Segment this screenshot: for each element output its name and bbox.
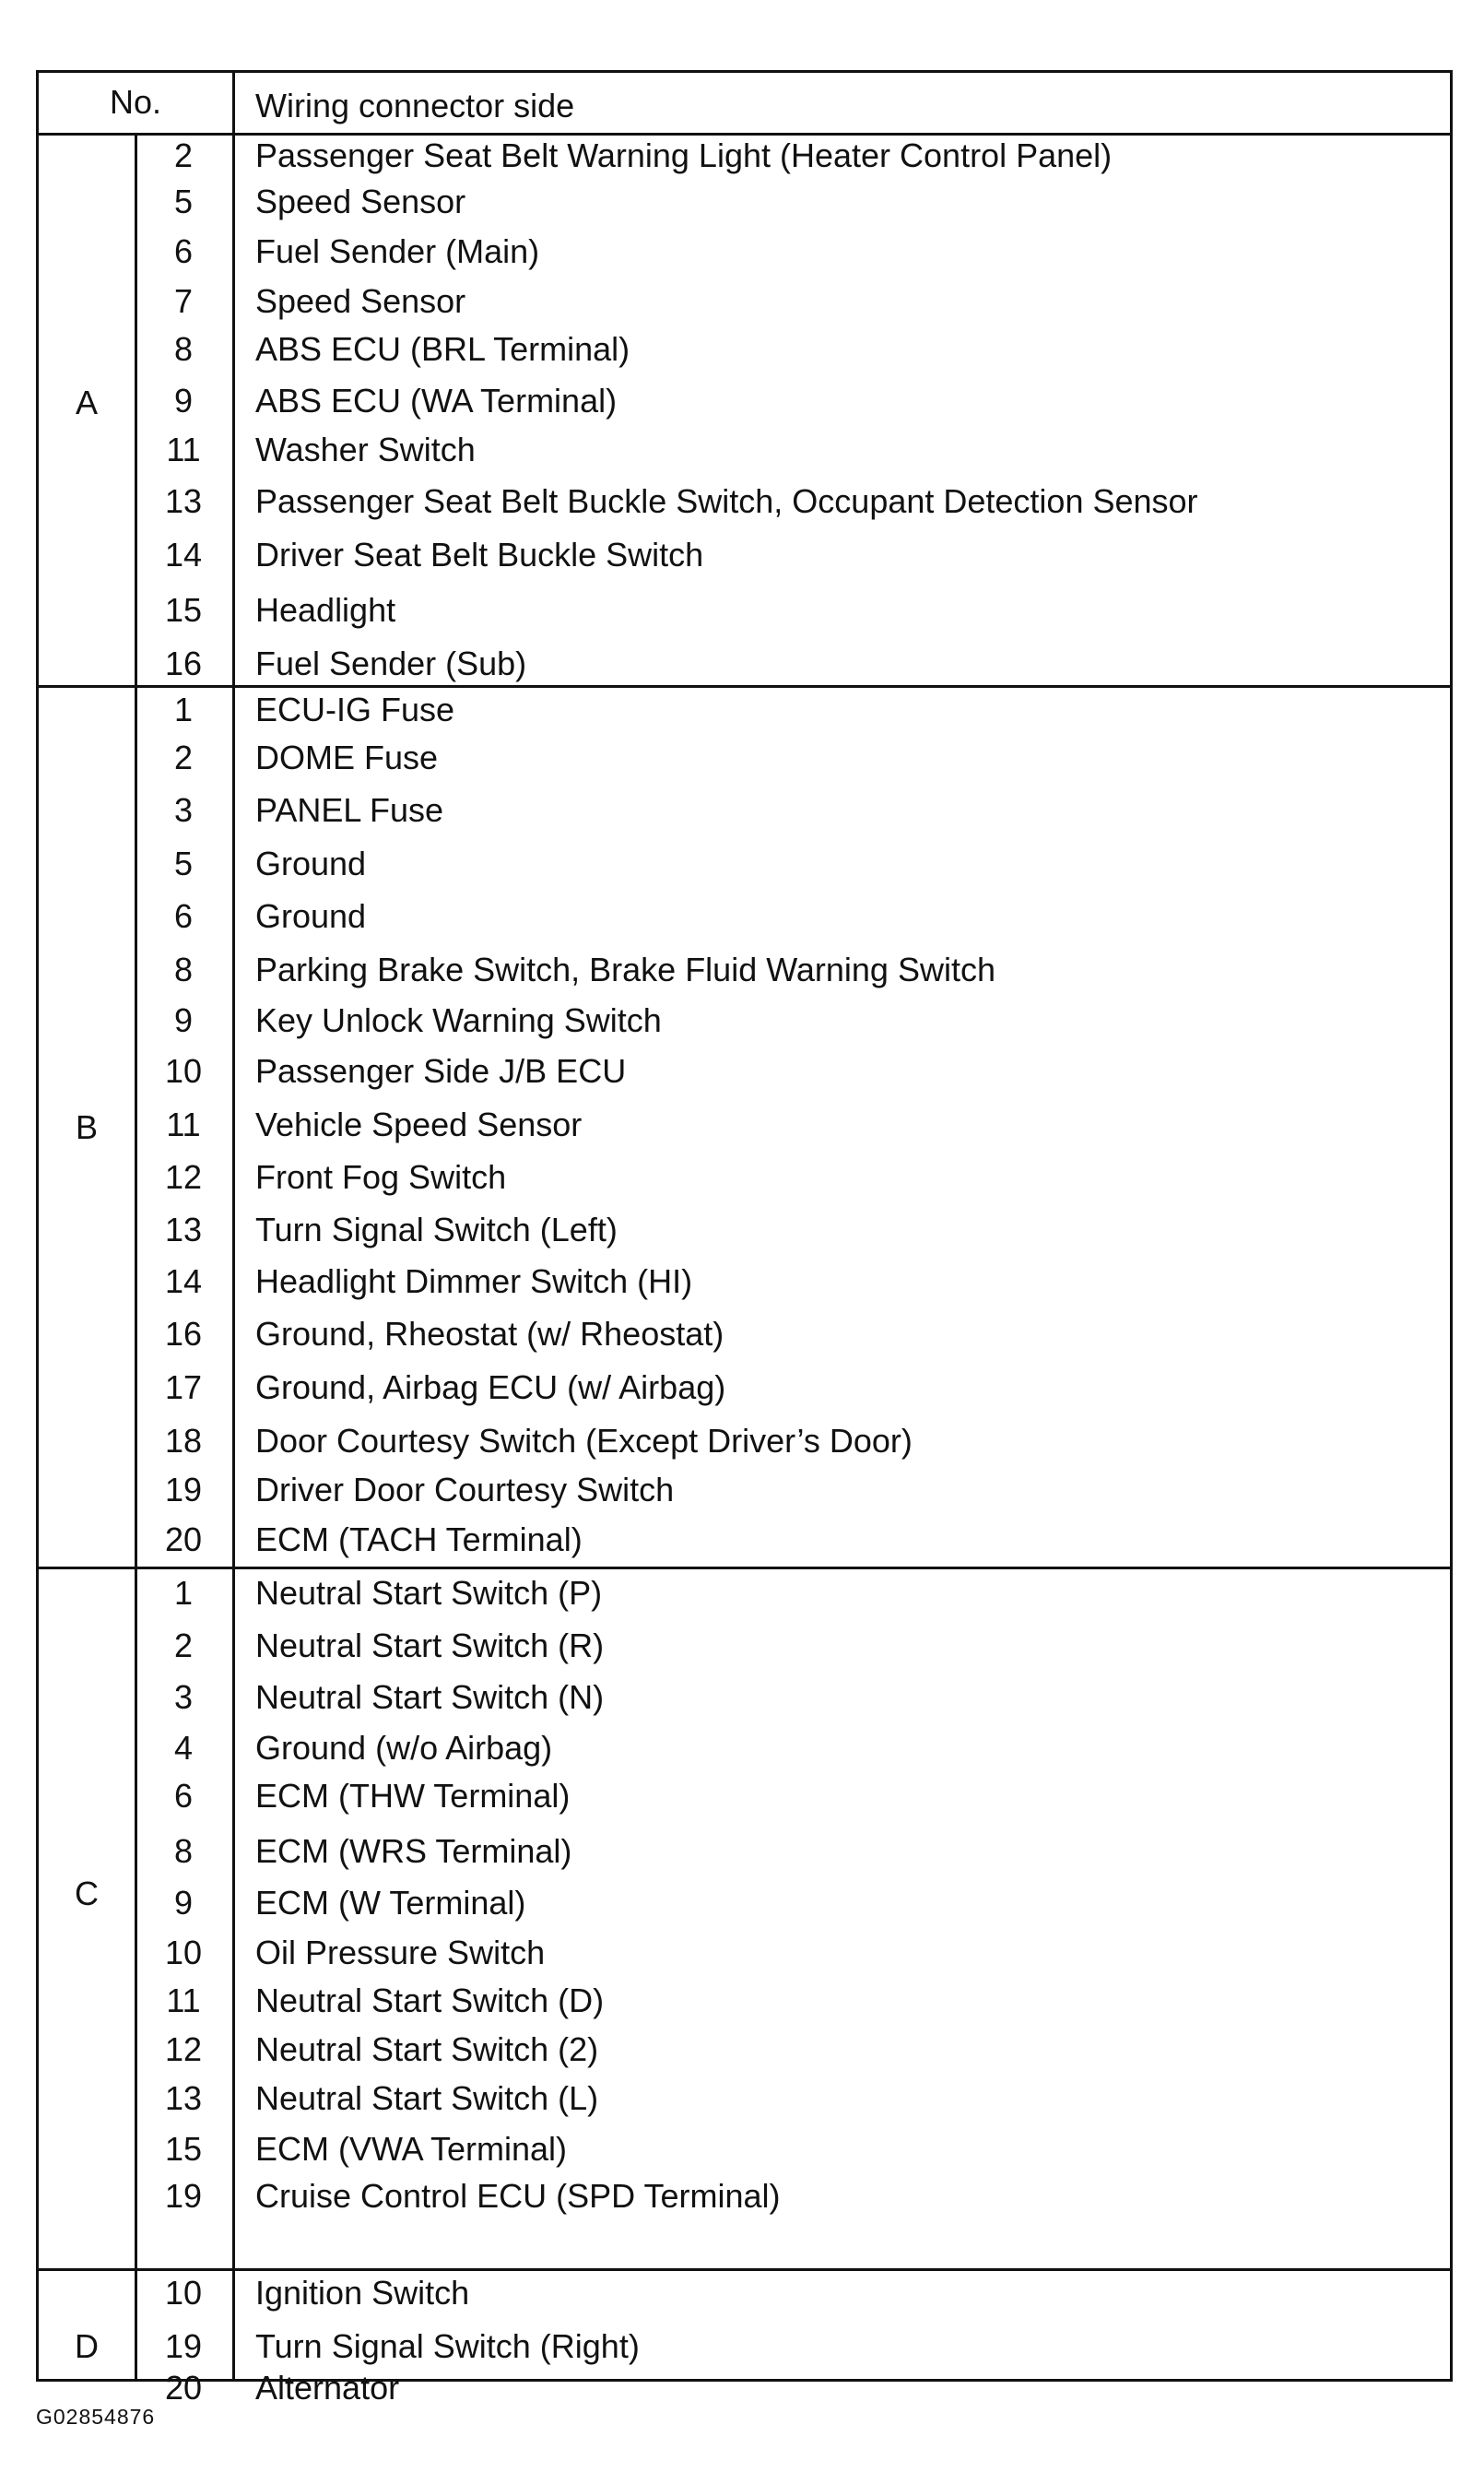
- row-number: 8: [173, 951, 194, 988]
- row-description: ABS ECU (BRL Terminal): [255, 330, 630, 368]
- row-description: Speed Sensor: [255, 183, 466, 220]
- row-description: ECM (VWA Terminal): [255, 2130, 568, 2168]
- row-number: 3: [173, 791, 194, 829]
- row-description: Passenger Side J/B ECU: [255, 1052, 627, 1090]
- row-description: Driver Door Courtesy Switch: [255, 1471, 675, 1508]
- row-description: Headlight: [255, 591, 396, 629]
- row-number: 2: [173, 136, 194, 174]
- row-description: Oil Pressure Switch: [255, 1934, 546, 1971]
- connector-table: [36, 70, 1453, 2407]
- row-number: 15: [164, 591, 203, 629]
- group-separator: [39, 1567, 1450, 1569]
- row-number: 12: [164, 1158, 203, 1196]
- group-letter: C: [75, 1875, 99, 1912]
- row-description: Alternator: [255, 2369, 400, 2407]
- row-number: 9: [173, 1001, 194, 1039]
- row-number: 13: [164, 2079, 203, 2117]
- header-wiring-connector-side: Wiring connector side: [255, 87, 575, 124]
- row-description: Door Courtesy Switch (Except Driver’s Door): [255, 1422, 913, 1460]
- row-description: Cruise Control ECU (SPD Terminal): [255, 2177, 781, 2215]
- group-letter: A: [75, 384, 98, 421]
- row-description: Neutral Start Switch (D): [255, 1981, 605, 2019]
- row-number: 6: [173, 232, 194, 270]
- row-description: ECM (WRS Terminal): [255, 1832, 572, 1870]
- row-number: 3: [173, 1678, 194, 1716]
- group-letter: D: [75, 2327, 99, 2365]
- row-description: Turn Signal Switch (Left): [255, 1211, 618, 1248]
- row-number: 8: [173, 1832, 194, 1870]
- row-description: Neutral Start Switch (N): [255, 1678, 605, 1716]
- row-description: Neutral Start Switch (P): [255, 1574, 603, 1612]
- row-description: Washer Switch: [255, 431, 476, 468]
- row-description: Key Unlock Warning Switch: [255, 1001, 662, 1039]
- row-number: 19: [164, 2177, 203, 2215]
- row-number: 9: [173, 382, 194, 420]
- row-description: Driver Seat Belt Buckle Switch: [255, 536, 704, 574]
- row-description: ECU-IG Fuse: [255, 691, 455, 728]
- row-description: Ignition Switch: [255, 2274, 470, 2312]
- row-description: Passenger Seat Belt Warning Light (Heater Control Panel): [255, 136, 1113, 174]
- row-number: 16: [164, 1315, 203, 1353]
- group-separator: [39, 2268, 1450, 2271]
- row-description: ECM (TACH Terminal): [255, 1520, 583, 1558]
- row-description: Vehicle Speed Sensor: [255, 1106, 583, 1143]
- row-number: 20: [164, 2369, 203, 2407]
- row-number: 15: [164, 2130, 203, 2168]
- row-number: 18: [164, 1422, 203, 1460]
- row-number: 11: [166, 431, 201, 468]
- row-number: 12: [164, 2030, 203, 2068]
- row-description: Ground: [255, 845, 367, 882]
- row-description: Parking Brake Switch, Brake Fluid Warning Switch: [255, 951, 995, 988]
- row-number: 19: [164, 2327, 203, 2365]
- row-number: 9: [173, 1884, 194, 1922]
- row-number: 20: [164, 1520, 203, 1558]
- row-number: 19: [164, 1471, 203, 1508]
- header-divider: [39, 133, 1450, 136]
- row-number: 10: [164, 1934, 203, 1971]
- row-description: Neutral Start Switch (2): [255, 2030, 599, 2068]
- figure-code: G02854876: [36, 2405, 156, 2429]
- row-number: 6: [173, 897, 194, 935]
- row-number: 5: [173, 845, 194, 882]
- column-divider: [232, 73, 235, 2379]
- row-description: Ground, Airbag ECU (w/ Airbag): [255, 1368, 726, 1406]
- row-description: Speed Sensor: [255, 282, 466, 320]
- row-description: ECM (W Terminal): [255, 1884, 526, 1922]
- row-description: ABS ECU (WA Terminal): [255, 382, 618, 420]
- row-description: Ground: [255, 897, 367, 935]
- row-number: 14: [164, 1262, 203, 1300]
- row-description: ECM (THW Terminal): [255, 1777, 571, 1815]
- row-number: 5: [173, 183, 194, 220]
- row-description: Ground (w/o Airbag): [255, 1729, 553, 1767]
- group-letter: B: [75, 1108, 98, 1146]
- group-separator: [39, 685, 1450, 688]
- row-number: 11: [166, 1981, 201, 2019]
- row-number: 8: [173, 330, 194, 368]
- row-number: 16: [164, 645, 203, 682]
- row-number: 10: [164, 2274, 203, 2312]
- row-number: 1: [173, 691, 194, 728]
- row-description: Fuel Sender (Main): [255, 232, 540, 270]
- row-number: 2: [173, 739, 194, 776]
- row-description: Headlight Dimmer Switch (HI): [255, 1262, 693, 1300]
- row-number: 2: [173, 1626, 194, 1664]
- row-number: 6: [173, 1777, 194, 1815]
- row-number: 1: [173, 1574, 194, 1612]
- row-number: 17: [164, 1368, 203, 1406]
- row-description: Front Fog Switch: [255, 1158, 507, 1196]
- row-description: Neutral Start Switch (R): [255, 1626, 605, 1664]
- row-description: DOME Fuse: [255, 739, 439, 776]
- row-description: Fuel Sender (Sub): [255, 645, 527, 682]
- row-description: Passenger Seat Belt Buckle Switch, Occupant Detection Sensor: [255, 482, 1198, 520]
- row-number: 10: [164, 1052, 203, 1090]
- row-number: 4: [173, 1729, 194, 1767]
- row-description: Neutral Start Switch (L): [255, 2079, 599, 2117]
- row-number: 11: [166, 1106, 201, 1143]
- header-no: No.: [109, 83, 162, 121]
- row-description: Turn Signal Switch (Right): [255, 2327, 640, 2365]
- row-number: 13: [164, 1211, 203, 1248]
- row-number: 7: [173, 282, 194, 320]
- row-number: 14: [164, 536, 203, 574]
- row-description: PANEL Fuse: [255, 791, 444, 829]
- row-description: Ground, Rheostat (w/ Rheostat): [255, 1315, 724, 1353]
- row-number: 13: [164, 482, 203, 520]
